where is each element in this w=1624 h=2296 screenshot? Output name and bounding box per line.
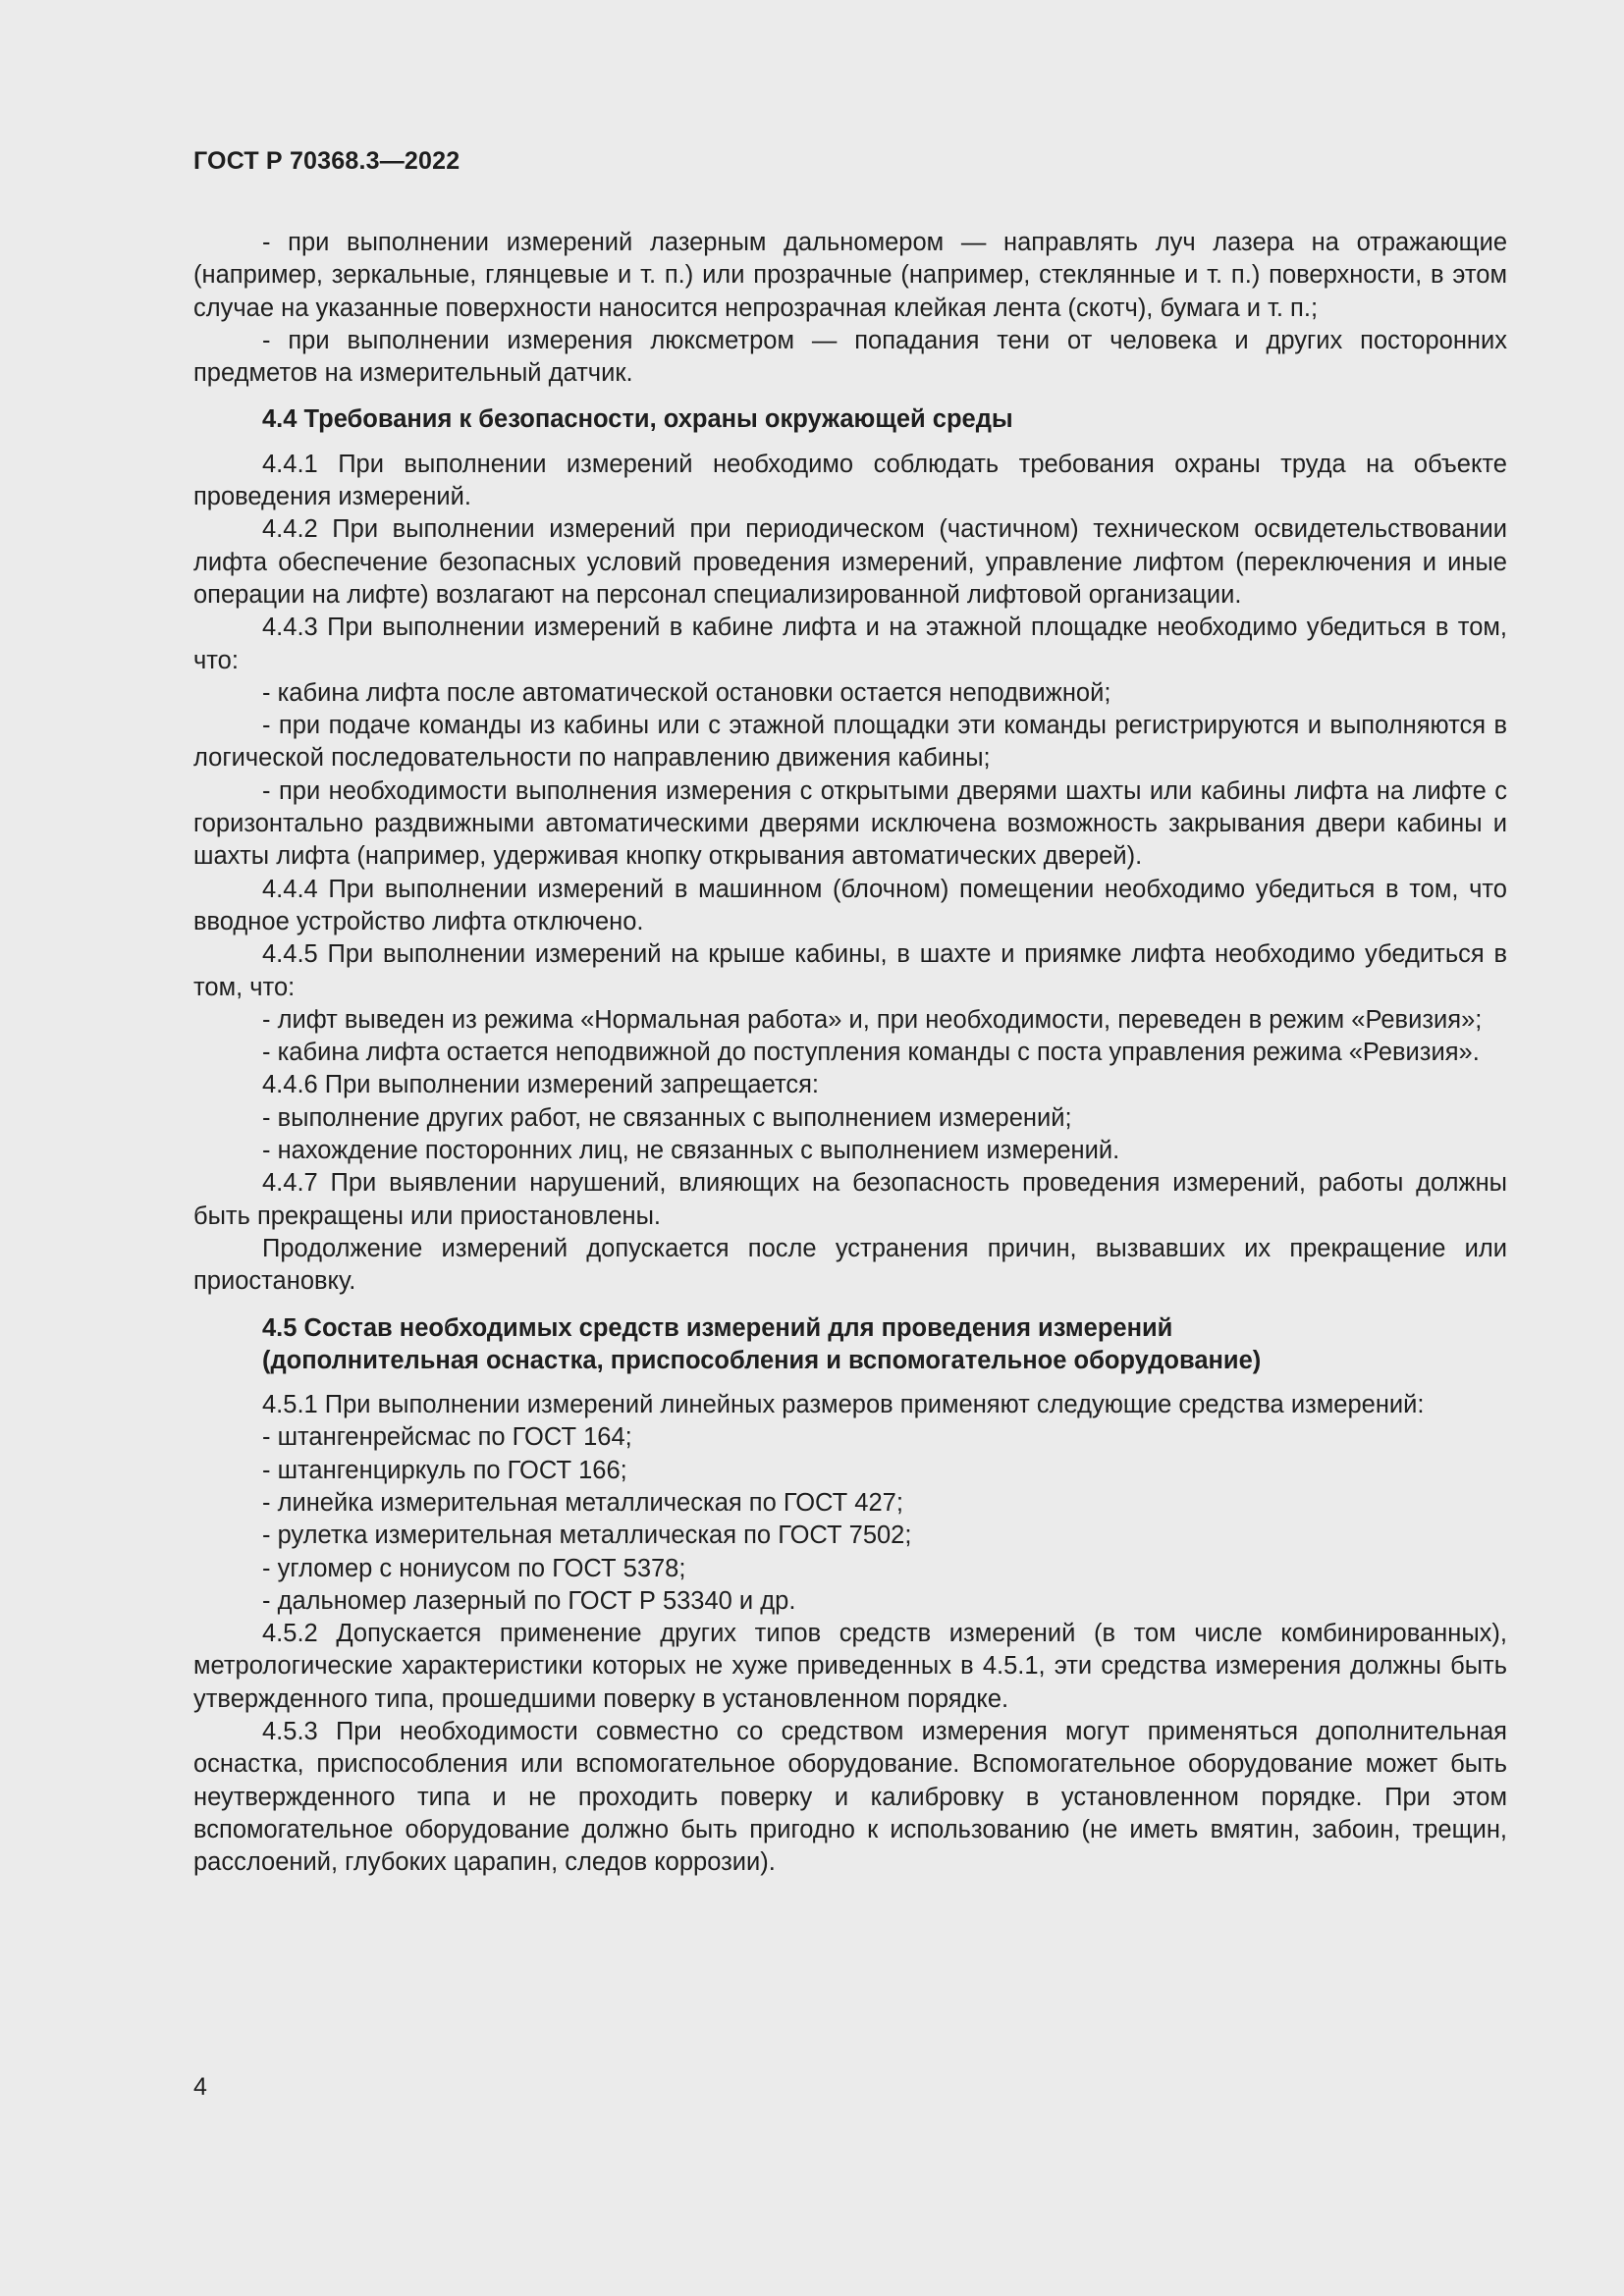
section-heading-4-4: 4.4 Требования к безопасности, охраны окружающей среды [262,405,1013,434]
list-item: - штангенциркуль по ГОСТ 166; [262,1456,627,1484]
list-item: - линейка измерительная металлическая по ГОСТ 427; [262,1488,903,1517]
paragraph-4-4-4: 4.4.4 При выполнении измерений в машинном (блочном) помещении необходимо убедиться в том, что вводное устройство лифта отключено. [193,875,1507,935]
list-item: - штангенрейсмас по ГОСТ 164; [262,1423,632,1452]
section-heading-4-5 [193,1312,1507,1378]
section-heading-line: (дополнительная оснастка, приспособления и вспомогательное оборудование) [262,1346,1262,1374]
list-item: - угломер с нониусом по ГОСТ 5378; [262,1554,686,1582]
list-item: - рулетка измерительная металлическая по ГОСТ 7502; [262,1522,912,1550]
paragraph-4-5-1: 4.5.1 При выполнении измерений линейных размеров применяют следующие средства измерений: [262,1391,1425,1419]
list-item: - кабина лифта остается неподвижной до поступления команды с поста управления режима «Ревизия». [262,1039,1480,1067]
list-item: - нахождение посторонних лиц, не связанных с выполнением измерений. [262,1137,1120,1165]
list-item: - кабина лифта после автоматической остановки остается неподвижной; [262,678,1111,707]
paragraph-4-4-7: 4.4.7 При выявлении нарушений, влияющих на безопасность проведения измерений, работы должны быть прекращены или приостановлены. [193,1169,1507,1230]
list-item: - при выполнении измерений лазерным дальномером — направлять луч лазера на отражающие (например, зеркальные, глянцевые и т. п.) или прозрачные (например, стеклянные и т. п.) поверхности, в этом случае на указанные поверхности наносится непрозрачная клейкая лента (скотч), бумага и т. п.; [193,229,1507,322]
document-code-header: ГОСТ Р 70368.3—2022 [193,147,460,175]
page-number: 4 [193,2073,207,2101]
paragraph-4-4-2: 4.4.2 При выполнении измерений при периодическом (частичном) техническом освидетельствовании лифта обеспечение безопасных условий проведения измерений, управление лифтом (переключения и иные операции на лифте) возлагают на персонал специализированной лифтовой организации. [193,515,1507,609]
paragraph-4-4-6: 4.4.6 При выполнении измерений запрещается: [262,1071,819,1099]
paragraph-4-4-5: 4.4.5 При выполнении измерений на крыше кабины, в шахте и приямке лифта необходимо убедиться в том, что: [193,940,1507,1001]
paragraph-4-4-1: 4.4.1 При выполнении измерений необходимо соблюдать требования охраны труда на объекте проведения измерений. [193,450,1507,511]
list-item: - при необходимости выполнения измерения с открытыми дверями шахты или кабины лифта на лифте с горизонтально раздвижными автоматическими дверями исключена возможность закрывания двери кабины и шахты лифта (например, удерживая кнопку открывания автоматических дверей). [193,776,1507,871]
list-item: - при выполнении измерения люксметром — попадания тени от человека и других посторонних предметов на измерительный датчик. [193,326,1507,388]
section-heading-line: 4.5 Состав необходимых средств измерений для проведения измерений [262,1313,1173,1342]
paragraph-4-4-3: 4.4.3 При выполнении измерений в кабине лифта и на этажной площадке необходимо убедиться в том, что: [193,614,1507,674]
list-item: - лифт выведен из режима «Нормальная работа» и, при необходимости, переведен в режим «Ревизия»; [262,1005,1483,1034]
list-item: - дальномер лазерный по ГОСТ Р 53340 и др. [262,1586,796,1615]
paragraph-4-5-2: 4.5.2 Допускается применение других типов средств измерений (в том числе комбинированных), метрологические характеристики которых не хуже приведенных в 4.5.1, эти средства измерения должны быть утвержденного типа, прошедшими поверку в установленном порядке. [193,1620,1507,1713]
list-item: - при подаче команды из кабины или с этажной площадки эти команды регистрируются и выполняются в логической последовательности по направлению движения кабины; [193,712,1507,773]
paragraph-4-5-3: 4.5.3 При необходимости совместно со средством измерения могут применяться дополнительная оснастка, приспособления или вспомогательное оборудование. Вспомогательное оборудование может быть неутвержденного типа и не проходить поверку и калибровку в установленном порядке. При этом вспомогательное оборудование должно быть пригодно к использованию (не иметь вмятин, забоин, трещин, расслоений, глубоких царапин, следов коррозии). [193,1718,1507,1877]
paragraph-continuation: Продолжение измерений допускается после устранения причин, вызвавших их прекращение или приостановку. [193,1234,1507,1296]
document-body [193,227,1507,1880]
list-item: - выполнение других работ, не связанных с выполнением измерений; [262,1103,1072,1132]
